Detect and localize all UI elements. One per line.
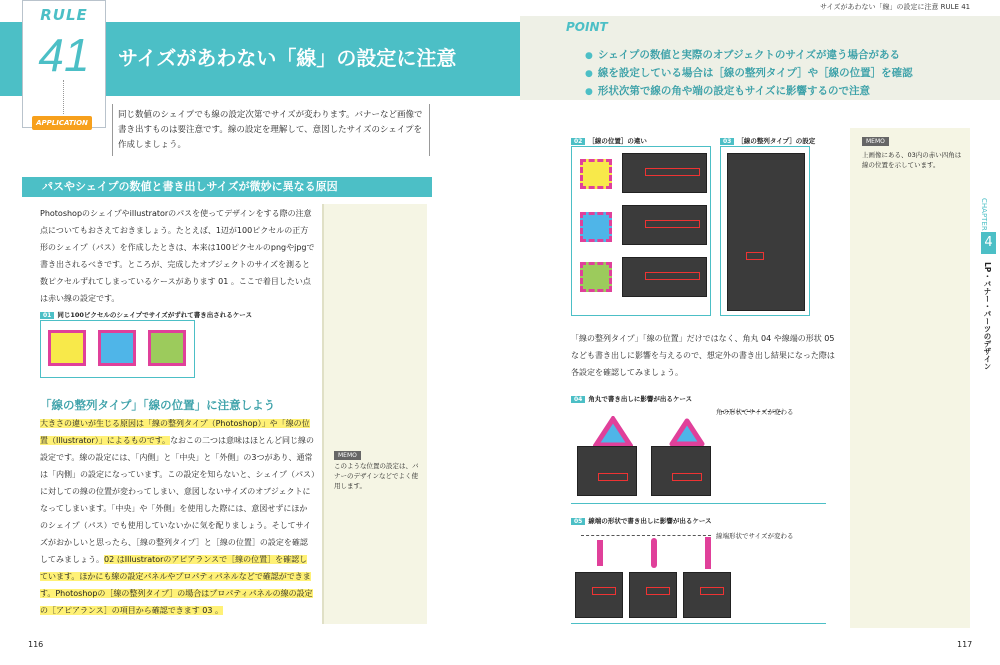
- fig02-caption: 02 ［線の位置］の違い: [571, 136, 647, 145]
- stroke-panel: [577, 446, 637, 496]
- memo-tag-right: MEMO: [862, 137, 889, 146]
- right-paragraph: 「線の整列タイプ」「線の位置」だけではなく、角丸 04 や線端の形状 05 なども書き出しに影響を与えるので、想定外の書き出し結果になった際は各設定を確認してみましょう。: [571, 334, 835, 377]
- rule-divider: [63, 80, 64, 114]
- stroke-highlight: [645, 220, 700, 228]
- fig04-note: 角の形状でサイズが変わる: [716, 408, 794, 416]
- triangle-sharp-icon: [593, 416, 633, 448]
- fig04-frame: [571, 404, 826, 504]
- green-square: [148, 330, 186, 366]
- point-label: POINT: [566, 20, 608, 34]
- stroke-panel: [629, 572, 677, 618]
- memo-column-right: [850, 128, 970, 628]
- chapter-label: CHAPTER: [980, 198, 988, 231]
- corner-highlight: [672, 473, 702, 481]
- green-square: [580, 262, 612, 292]
- memo-text-right: 上画像にある、03内の赤い四角は線の位置を示しています。: [862, 151, 962, 169]
- intro-text: 同じ数値のシェイプでも線の設定次第でサイズが変わります。バナーなど画像で書き出すものは要注意です。線の設定を理解して、意図したサイズのシェイプを作成しましょう。: [118, 110, 423, 150]
- stroke-highlight: [645, 168, 700, 176]
- page-number-left: 116: [28, 640, 44, 649]
- fig04-caption: 04 角丸で書き出しに影響が出るケース: [571, 394, 692, 403]
- cap-highlight: [646, 587, 670, 595]
- dimension-line: [581, 535, 711, 536]
- cap-highlight: [592, 587, 616, 595]
- corner-highlight: [598, 473, 628, 481]
- chapter-title: LP・バナー・パーツのデザイン: [983, 262, 992, 370]
- section1-paragraph: Photoshopのシェイプやillustratorのパスを使ってデザインをする際の注意点についてもおさえておきましょう。たとえば、1辺が100ピクセルの正方形のシェイプ（パス）を作成したときは、本来は100ピクセルのpngやjpgで書き出されるべきです。ところが、完成したオブジェクトのサイズを測ると数ピクセルずれてしまっているケースがあります 01 。ここで着目したい点は赤い線の設定です。: [40, 209, 315, 303]
- page-number-right: 117: [957, 640, 973, 649]
- point-item: ● 形状次第で線の角や端の設定もサイズに影響するので注意: [585, 83, 913, 101]
- properties-panel: [727, 153, 805, 311]
- memo-column-left: [322, 204, 427, 624]
- stroke-panel: [683, 572, 731, 618]
- appearance-panel: [622, 153, 707, 193]
- fig05-frame: [571, 528, 826, 624]
- triangle-round-icon: [667, 416, 707, 448]
- blue-square: [98, 330, 136, 366]
- yellow-square: [580, 159, 612, 189]
- line-square-cap: [705, 537, 711, 569]
- application-badge: APPLICATION: [32, 116, 92, 130]
- point-item: ● 線を設定している場合は［線の整列タイプ］や［線の位置］を確認: [585, 65, 913, 83]
- sub-heading: 「線の整列タイプ」「線の位置」に注意しよう: [40, 398, 276, 412]
- fig05-caption: 05 線端の形状で書き出しに影響が出るケース: [571, 516, 712, 525]
- memo-tag-left: MEMO: [334, 451, 361, 460]
- fig01-frame: [40, 320, 195, 378]
- fig02-frame: [571, 146, 711, 316]
- section-heading: パスやシェイプの数値と書き出しサイズが微妙に異なる原因: [22, 177, 432, 197]
- running-head: サイズがあわない「線」の設定に注意 RULE 41: [820, 3, 971, 11]
- page-title: サイズがあわない「線」の設定に注意: [118, 46, 457, 70]
- fig05-note: 線端形状でサイズが変わる: [716, 532, 794, 540]
- stroke-align-highlight: [746, 252, 764, 260]
- blue-square: [580, 212, 612, 242]
- point-item: ● シェイプの数値と実際のオブジェクトのサイズが違う場合がある: [585, 47, 913, 65]
- yellow-square: [48, 330, 86, 366]
- appearance-panel: [622, 257, 707, 297]
- rule-number: 41: [38, 29, 90, 81]
- stroke-panel: [575, 572, 623, 618]
- line-round-cap: [651, 538, 657, 568]
- fig03-caption: 03 ［線の整列タイプ］の設定: [720, 136, 815, 145]
- chapter-number: 4: [981, 232, 996, 254]
- point-list: [585, 47, 913, 101]
- cap-highlight: [700, 587, 724, 595]
- line-butt-cap: [597, 540, 603, 566]
- rule-label: RULE: [40, 6, 88, 24]
- fig01-caption: 01 同じ100ピクセルのシェイプでサイズがずれて書き出されるケース: [40, 310, 252, 319]
- section2-paragraph: 大きさの違いが生じる原因は「線の整列タイプ（Photoshop）」や「線の位置（Illustrator）」によるものです。なおこの二つは意味はほとんど同じ線の設定です。線の設定には、「内側」と「中央」と「外側」の3つがあり、通常は「内側」の設定になっています。この設定を知らないと、シェイプ（パス）に対しての線の位置が変わってしまい、意図しないサイズのオブジェクトになってしまいます。「中央」や「外側」を使用した際には、意図せずにほかのシェイプ（パス）でも使用していないかに気を配りましょう。そしてサイズがおかしいと思ったら、［線の整列タイプ］と［線の位置］の設定を確認してみましょう。02 はIllustratorのアピアランスで［線の位置］を確認しています。ほかにも線の設定パネルやプロパティパネルなどで確認ができます。Photoshopの［線の整列タイプ］の場合はプロパティパネルの線の設定の［アピアランス］の項目から確認できます 03 。: [40, 419, 315, 615]
- memo-text-left: このような位置の設定は、バナーのデザインなどでよく使用します。: [334, 462, 419, 490]
- stroke-highlight: [645, 272, 700, 280]
- fig03-frame: [720, 146, 810, 316]
- appearance-panel: [622, 205, 707, 245]
- stroke-panel: [651, 446, 711, 496]
